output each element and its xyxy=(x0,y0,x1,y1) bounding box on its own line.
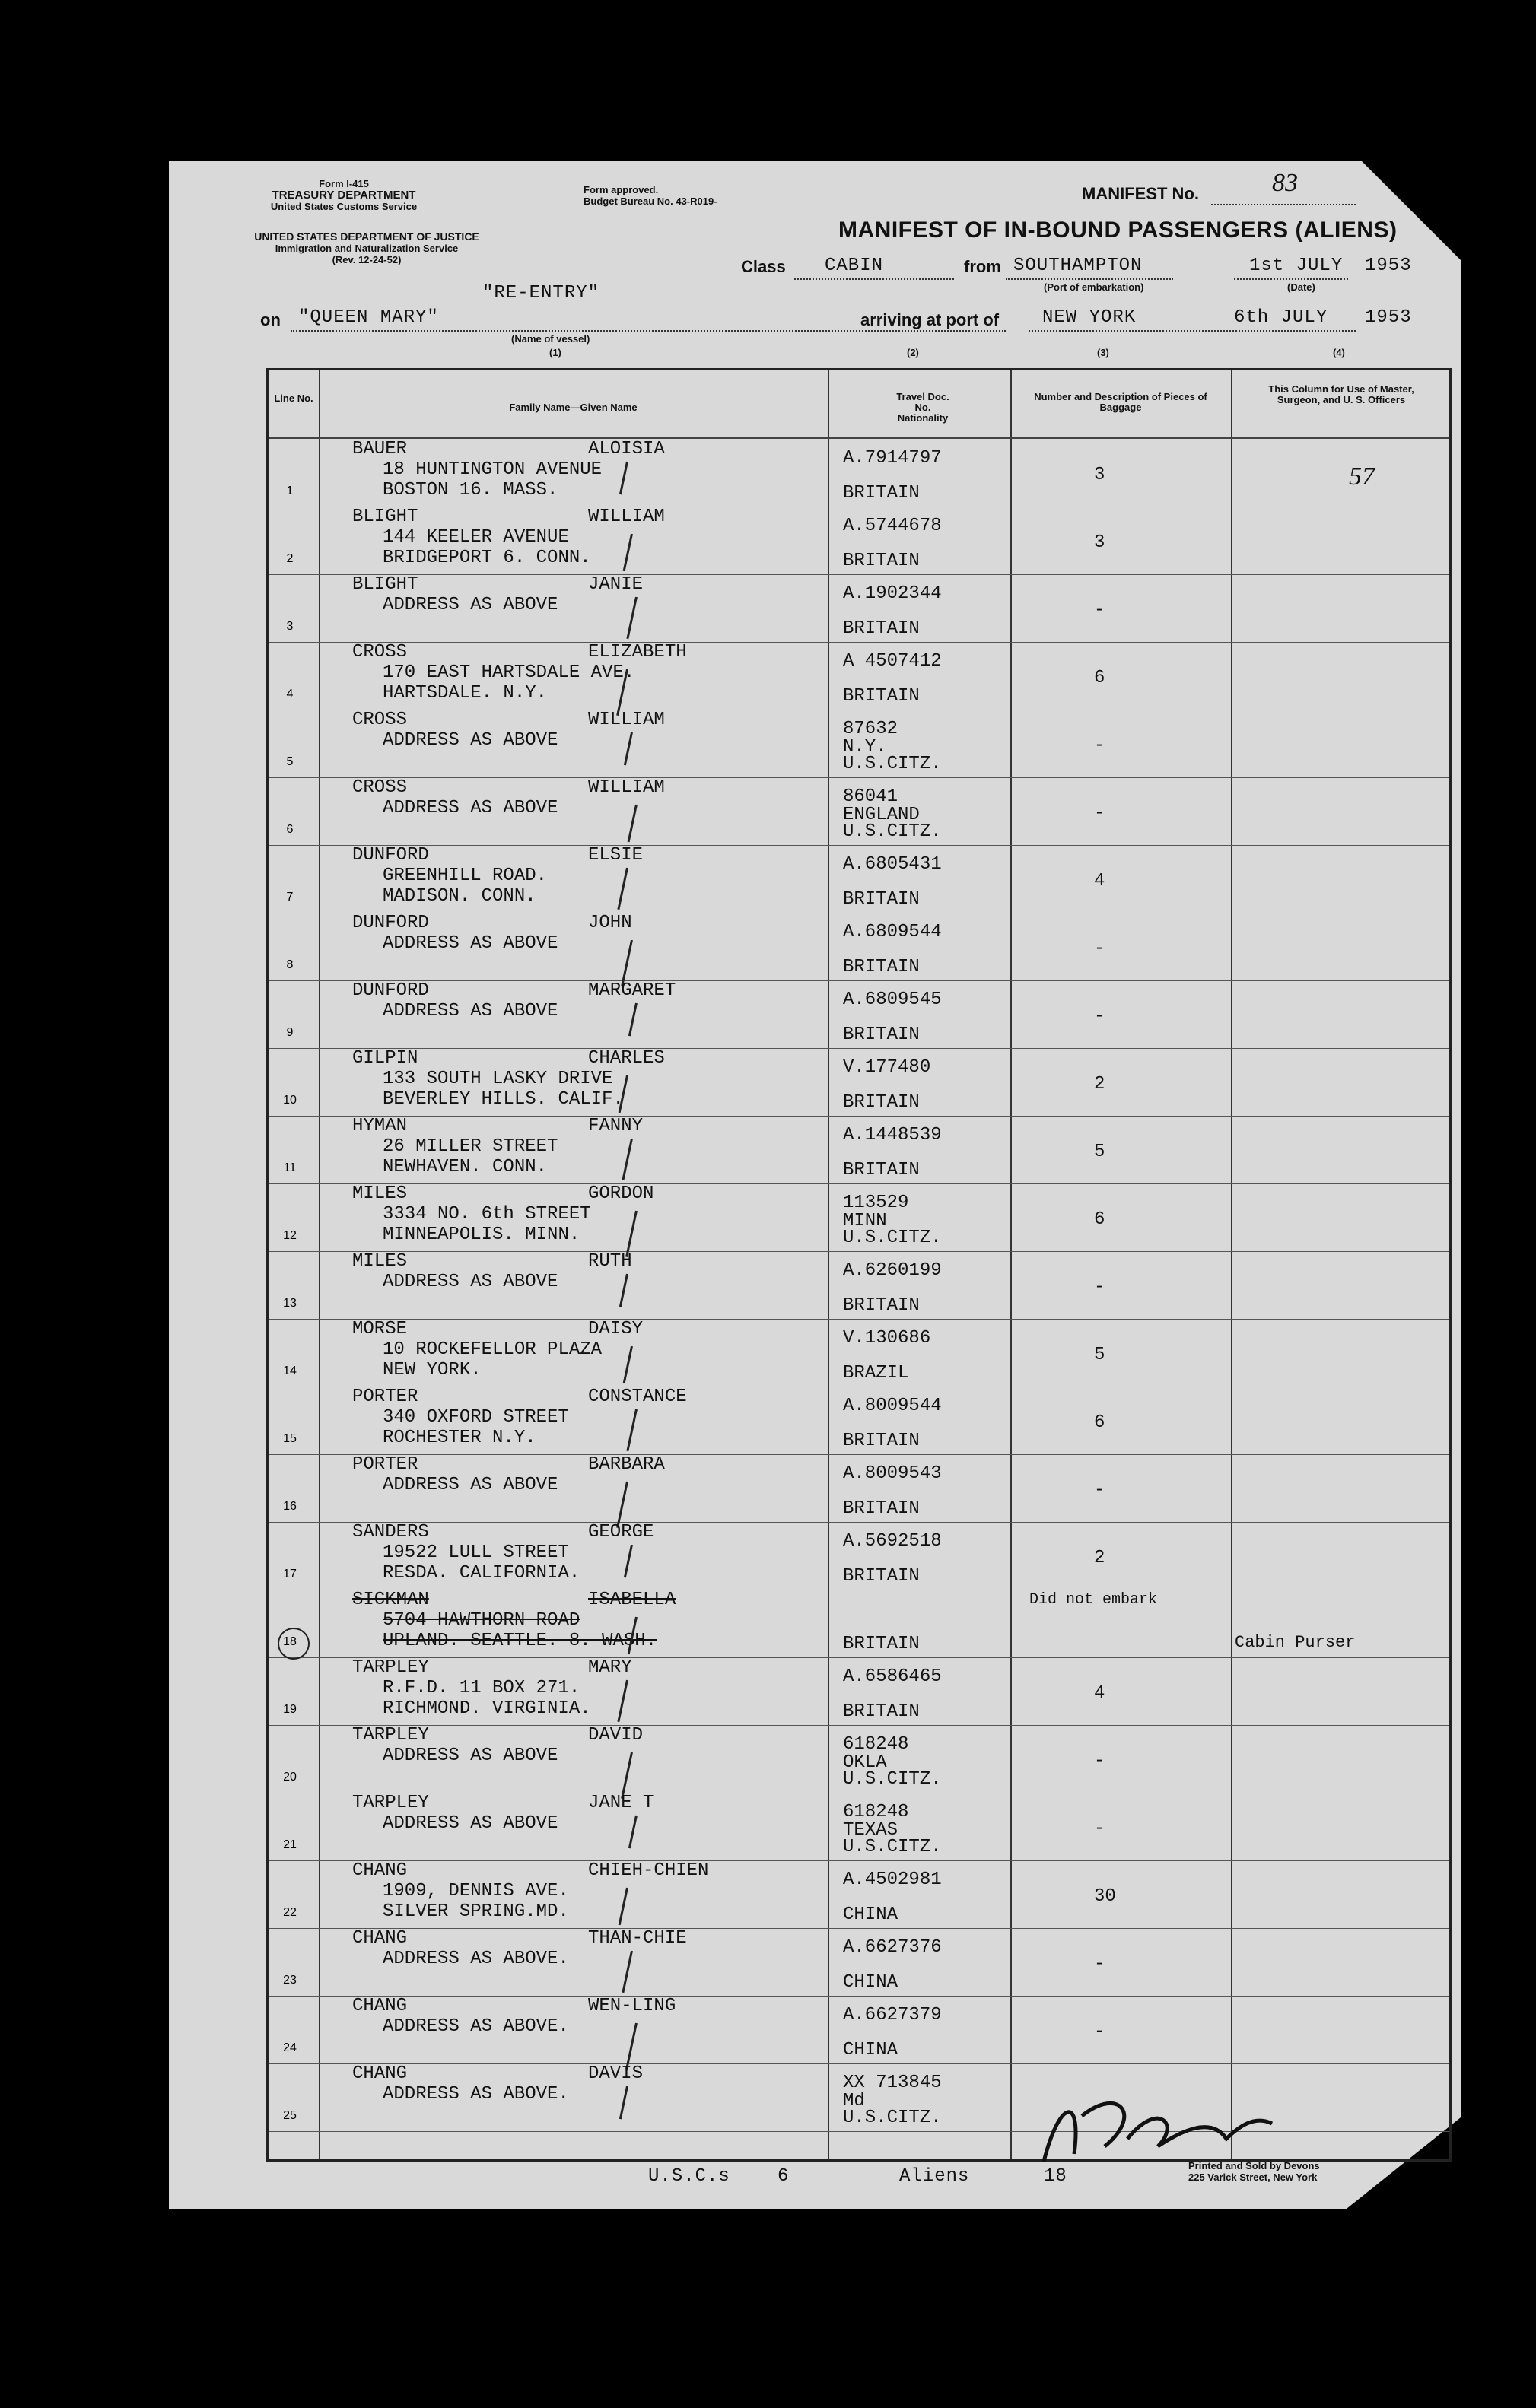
tally-mark xyxy=(626,1409,638,1451)
baggage-count: - xyxy=(1094,2022,1105,2042)
travel-doc-state: MINN xyxy=(843,1211,887,1231)
class-label: Class xyxy=(741,257,786,276)
line-number: 15 xyxy=(283,1432,297,1445)
tally-mark xyxy=(622,1139,633,1180)
nationality: BRITAIN xyxy=(843,1498,920,1519)
family-name: PORTER xyxy=(352,1387,418,1407)
tally-mark xyxy=(624,732,633,766)
given-name: GEORGE xyxy=(588,1522,654,1542)
address-line-1: 5704 HAWTHORN ROAD xyxy=(383,1610,580,1631)
travel-doc-number: A.5692518 xyxy=(843,1531,942,1552)
tally-mark xyxy=(622,1951,633,1993)
table-row xyxy=(269,1319,1449,1387)
address-line-2: NEWHAVEN. CONN. xyxy=(383,1157,548,1177)
baggage-count: - xyxy=(1094,939,1105,959)
address-line-2: UPLAND. SEATTLE. 8. WASH. xyxy=(383,1631,657,1651)
nationality: BRITAIN xyxy=(843,551,920,571)
travel-doc-number: A.6586465 xyxy=(843,1666,942,1687)
travel-doc-number: V.130686 xyxy=(843,1328,931,1349)
address-line-1: ADDRESS AS ABOVE xyxy=(383,798,558,818)
tally-mark xyxy=(616,1482,628,1528)
vessel-caption: (Name of vessel) xyxy=(511,333,590,345)
address-line-1: GREENHILL ROAD. xyxy=(383,866,548,886)
nationality: U.S.CITZ. xyxy=(843,754,942,774)
baggage-count: 3 xyxy=(1094,465,1105,485)
line-number: 4 xyxy=(286,688,294,700)
tally-mark xyxy=(619,1274,628,1307)
header-baggage: Number and Description of Pieces of Baggage xyxy=(1034,391,1207,413)
justice-block: UNITED STATES DEPARTMENT OF JUSTICE Immigration and Naturalization Service (Rev. 12-24-52) xyxy=(254,230,479,265)
address-line-1: 19522 LULL STREET xyxy=(383,1542,569,1563)
travel-doc-number: A.8009543 xyxy=(843,1463,942,1484)
address-line-2: RESDA. CALIFORNIA. xyxy=(383,1563,580,1584)
given-name: CHIEH-CHIEN xyxy=(588,1860,709,1881)
baggage-count: - xyxy=(1094,1819,1105,1839)
line-number: 5 xyxy=(286,755,294,768)
nationality: U.S.CITZ. xyxy=(843,2108,942,2128)
family-name: CROSS xyxy=(352,710,408,730)
address-line-1: ADDRESS AS ABOVE xyxy=(383,933,558,954)
port-of-embarkation: SOUTHAMPTON xyxy=(1013,256,1143,276)
col2-caption: (2) xyxy=(907,347,919,358)
vessel-name: "QUEEN MARY" xyxy=(298,307,439,328)
tally-mark xyxy=(623,534,633,572)
nationality: BRITAIN xyxy=(843,1025,920,1045)
address-line-1: 340 OXFORD STREET xyxy=(383,1407,569,1428)
travel-doc-number: A.6260199 xyxy=(843,1260,942,1281)
line-number: 8 xyxy=(286,958,294,971)
line-number: 24 xyxy=(283,2041,297,2054)
line-number: 25 xyxy=(283,2109,297,2122)
travel-doc-number: A.8009544 xyxy=(843,1396,942,1416)
address-line-1: 10 ROCKEFELLOR PLAZA xyxy=(383,1339,603,1360)
line-number: 23 xyxy=(283,1974,297,1987)
travel-doc-number: A.4502981 xyxy=(843,1870,942,1890)
given-name: WILLIAM xyxy=(588,777,665,798)
tally-mark xyxy=(623,1346,633,1384)
tally-mark xyxy=(628,1003,638,1037)
address-line-1: 3334 NO. 6th STREET xyxy=(383,1204,591,1225)
line-number: 13 xyxy=(283,1297,297,1310)
address-line-1: 144 KEELER AVENUE xyxy=(383,527,569,548)
col1-caption: (1) xyxy=(549,347,561,358)
given-name: ELSIE xyxy=(588,845,644,866)
baggage-count: 4 xyxy=(1094,871,1105,891)
aliens-label: Aliens xyxy=(899,2166,970,2187)
given-name: WILLIAM xyxy=(588,710,665,730)
tally-mark xyxy=(625,2023,638,2070)
baggage-count: 5 xyxy=(1094,1142,1105,1162)
date-line xyxy=(1234,278,1348,280)
baggage-count: 2 xyxy=(1094,1548,1105,1568)
manifest-number: 83 xyxy=(1272,169,1298,197)
baggage-count: 2 xyxy=(1094,1074,1105,1094)
nationality: BRITAIN xyxy=(843,618,920,639)
baggage-count: - xyxy=(1094,1277,1105,1298)
travel-doc-number: 618248 xyxy=(843,1802,909,1822)
given-name: MARY xyxy=(588,1657,632,1678)
travel-doc-number: 87632 xyxy=(843,719,898,739)
tally-mark xyxy=(617,1680,628,1722)
page-title: MANIFEST OF IN-BOUND PASSENGERS (ALIENS) xyxy=(838,218,1398,243)
nationality: BRITAIN xyxy=(843,1431,920,1451)
address-line-2: ROCHESTER N.Y. xyxy=(383,1428,536,1448)
nationality: BRITAIN xyxy=(843,1634,920,1654)
table-row xyxy=(269,1116,1449,1184)
table-row xyxy=(269,1251,1449,1320)
address-line-1: 26 MILLER STREET xyxy=(383,1136,558,1157)
address-line-2: MINNEAPOLIS. MINN. xyxy=(383,1225,580,1245)
nationality: BRITAIN xyxy=(843,1701,920,1722)
travel-doc-number: A.6805431 xyxy=(843,854,942,875)
table-row xyxy=(269,1657,1449,1726)
torn-corner xyxy=(1362,161,1461,260)
travel-doc-state: TEXAS xyxy=(843,1820,898,1841)
tally-mark xyxy=(619,462,628,495)
address-line-1: ADDRESS AS ABOVE xyxy=(383,595,558,615)
family-name: SICKMAN xyxy=(352,1590,429,1610)
given-name: RUTH xyxy=(588,1251,632,1272)
tally-mark xyxy=(628,805,638,843)
officer-note: 57 xyxy=(1349,462,1375,491)
given-name: JANIE xyxy=(588,574,644,595)
family-name: BAUER xyxy=(352,439,408,459)
given-name: ISABELLA xyxy=(588,1590,676,1610)
officer-signature xyxy=(1029,2070,1280,2184)
line-number: 18 xyxy=(283,1635,297,1648)
form-approval: Form approved. Budget Bureau No. 43-R019- xyxy=(584,184,717,207)
line-number: 17 xyxy=(283,1568,297,1580)
given-name: BARBARA xyxy=(588,1454,665,1475)
address-line-1: 1909, DENNIS AVE. xyxy=(383,1881,569,1901)
table-row xyxy=(269,1183,1449,1252)
address-line-1: ADDRESS AS ABOVE. xyxy=(383,1949,569,1969)
baggage-count: 6 xyxy=(1094,1209,1105,1230)
manifest-number-label: MANIFEST No. xyxy=(1082,184,1199,203)
nationality: U.S.CITZ. xyxy=(843,1228,942,1248)
passenger-table xyxy=(266,368,1452,2162)
tally-mark xyxy=(619,2086,628,2120)
printer-credit: Printed and Sold by Devons 225 Varick Street, New York xyxy=(1188,2160,1320,2183)
tally-mark xyxy=(619,1888,628,1926)
baggage-count: 30 xyxy=(1094,1886,1116,1907)
line-number: 12 xyxy=(283,1229,297,1242)
table-row xyxy=(269,1996,1449,2064)
family-name: SANDERS xyxy=(352,1522,429,1542)
baggage-count: - xyxy=(1094,735,1105,756)
travel-doc-number: A.7914797 xyxy=(843,448,942,469)
address-line-2: SILVER SPRING.MD. xyxy=(383,1901,569,1922)
family-name: CHANG xyxy=(352,1996,408,2016)
nationality: CHINA xyxy=(843,1904,898,1925)
table-row xyxy=(269,1522,1449,1590)
travel-doc-number: A.6809544 xyxy=(843,922,942,942)
line-number: 6 xyxy=(286,823,294,836)
family-name: DUNFORD xyxy=(352,980,429,1001)
given-name: MARGARET xyxy=(588,980,676,1001)
travel-doc-number: 618248 xyxy=(843,1734,909,1755)
table-row xyxy=(269,1048,1449,1117)
port-line xyxy=(1006,278,1173,280)
family-name: TARPLEY xyxy=(352,1725,429,1746)
address-line-1: ADDRESS AS ABOVE xyxy=(383,1001,558,1021)
family-name: MILES xyxy=(352,1183,408,1204)
family-name: DUNFORD xyxy=(352,845,429,866)
arrival-date: 6th JULY xyxy=(1234,307,1328,328)
table-row xyxy=(269,1793,1449,1861)
date-caption: (Date) xyxy=(1287,281,1315,293)
tally-mark xyxy=(625,1211,638,1257)
uscs-count: 6 xyxy=(778,2166,790,2187)
travel-doc-number: A 4507412 xyxy=(843,651,942,672)
circled-line-mark xyxy=(278,1628,310,1660)
baggage-count: - xyxy=(1094,1006,1105,1027)
manifest-page xyxy=(169,161,1461,2209)
family-name: BLIGHT xyxy=(352,574,418,595)
address-line-1: ADDRESS AS ABOVE. xyxy=(383,2016,569,2037)
line-number: 1 xyxy=(286,484,294,497)
address-line-2: MADISON. CONN. xyxy=(383,886,536,907)
baggage-count: 6 xyxy=(1094,668,1105,688)
table-row xyxy=(269,1725,1449,1793)
address-line-1: 133 SOUTH LASKY DRIVE xyxy=(383,1069,613,1089)
line-number: 22 xyxy=(283,1906,297,1919)
table-row xyxy=(269,1590,1449,1658)
family-name: CHANG xyxy=(352,1860,408,1881)
line-number: 20 xyxy=(283,1771,297,1784)
line-number: 16 xyxy=(283,1500,297,1513)
address-line-1: 18 HUNTINGTON AVENUE xyxy=(383,459,603,480)
given-name: ELIZABETH xyxy=(588,642,687,662)
family-name: CHANG xyxy=(352,2063,408,2084)
header-line-no: Line No. xyxy=(274,392,313,404)
travel-doc-number: V.177480 xyxy=(843,1057,931,1078)
arrival-year: 1953 xyxy=(1365,307,1412,328)
address-line-2: BRIDGEPORT 6. CONN. xyxy=(383,548,591,568)
address-line-1: ADDRESS AS ABOVE. xyxy=(383,2084,569,2105)
nationality: BRITAIN xyxy=(843,889,920,910)
given-name: DAVIS xyxy=(588,2063,644,2084)
nationality: CHINA xyxy=(843,1972,898,1993)
nationality: BRITAIN xyxy=(843,483,920,504)
given-name: GORDON xyxy=(588,1183,654,1204)
given-name: FANNY xyxy=(588,1116,644,1136)
given-name: JANE T xyxy=(588,1793,654,1813)
address-line-1: ADDRESS AS ABOVE xyxy=(383,1475,558,1495)
family-name: PORTER xyxy=(352,1454,418,1475)
address-line-1: ADDRESS AS ABOVE xyxy=(383,730,558,751)
baggage-count: 4 xyxy=(1094,1683,1105,1704)
port-caption: (Port of embarkation) xyxy=(1044,281,1144,293)
given-name: CONSTANCE xyxy=(588,1387,687,1407)
tally-mark xyxy=(624,1545,633,1578)
family-name: TARPLEY xyxy=(352,1793,429,1813)
uscs-label: U.S.C.s xyxy=(648,2166,730,2187)
given-name: ALOISIA xyxy=(588,439,665,459)
given-name: CHARLES xyxy=(588,1048,665,1069)
table-row xyxy=(269,642,1449,710)
table-row xyxy=(269,574,1449,643)
line-number: 11 xyxy=(283,1161,297,1174)
line-number: 9 xyxy=(286,1026,294,1039)
nationality: CHINA xyxy=(843,2040,898,2060)
address-line-1: R.F.D. 11 BOX 271. xyxy=(383,1678,580,1698)
tally-mark xyxy=(626,597,638,639)
baggage-count: 3 xyxy=(1094,532,1105,553)
travel-doc-state: Md xyxy=(843,2091,865,2111)
arrival-port: NEW YORK xyxy=(1042,307,1137,328)
table-row xyxy=(269,710,1449,778)
table-row xyxy=(269,439,1449,507)
address-line-1: ADDRESS AS ABOVE xyxy=(383,1813,558,1834)
col4-caption: (4) xyxy=(1333,347,1345,358)
table-row xyxy=(269,913,1449,981)
table-row xyxy=(269,1387,1449,1455)
tally-mark xyxy=(621,1752,633,1799)
address-line-2: RICHMOND. VIRGINIA. xyxy=(383,1698,591,1719)
line-number: 3 xyxy=(286,620,294,633)
travel-doc-number: A.1902344 xyxy=(843,583,942,604)
line-number: 10 xyxy=(283,1094,297,1107)
family-name: MILES xyxy=(352,1251,408,1272)
tally-mark xyxy=(617,868,628,910)
officer-note: Cabin Purser xyxy=(1235,1633,1356,1652)
family-name: BLIGHT xyxy=(352,507,418,527)
class-value: CABIN xyxy=(825,256,884,276)
line-number: 14 xyxy=(283,1364,297,1377)
nationality: U.S.CITZ. xyxy=(843,821,942,842)
vessel-line xyxy=(291,330,1006,332)
travel-doc-number: XX 713845 xyxy=(843,2073,942,2093)
line-number: 7 xyxy=(286,891,294,904)
travel-doc-state: N.Y. xyxy=(843,737,887,758)
travel-doc-number: A.6627376 xyxy=(843,1937,942,1958)
reentry-label: "RE-ENTRY" xyxy=(482,283,600,303)
baggage-count: - xyxy=(1094,803,1105,824)
arriving-label: arriving at port of xyxy=(857,310,1002,330)
travel-doc-number: 113529 xyxy=(843,1193,909,1213)
baggage-count: - xyxy=(1094,1480,1105,1501)
address-line-2: BEVERLEY HILLS. CALIF. xyxy=(383,1089,624,1110)
table-row xyxy=(269,777,1449,846)
line-number: 19 xyxy=(283,1703,297,1716)
embark-date: 1st JULY xyxy=(1249,256,1344,276)
baggage-count: - xyxy=(1094,600,1105,621)
address-line-2: BOSTON 16. MASS. xyxy=(383,480,558,500)
given-name: DAISY xyxy=(588,1319,644,1339)
nationality: BRITAIN xyxy=(843,1566,920,1587)
family-name: CROSS xyxy=(352,642,408,662)
manifest-number-line xyxy=(1211,204,1356,205)
family-name: TARPLEY xyxy=(352,1657,429,1678)
nationality: BRITAIN xyxy=(843,1160,920,1180)
nationality: U.S.CITZ. xyxy=(843,1769,942,1790)
address-line-1: ADDRESS AS ABOVE xyxy=(383,1746,558,1766)
nationality: BRITAIN xyxy=(843,1295,920,1316)
given-name: DAVID xyxy=(588,1725,644,1746)
travel-doc-number: A.1448539 xyxy=(843,1125,942,1145)
header-travel-doc: Travel Doc. No. Nationality xyxy=(896,391,949,424)
baggage-count: - xyxy=(1094,1954,1105,1974)
nationality: BRITAIN xyxy=(843,957,920,977)
address-line-2: NEW YORK. xyxy=(383,1360,482,1380)
travel-doc-number: A.6809545 xyxy=(843,990,942,1010)
from-label: from xyxy=(964,257,1001,276)
family-name: GILPIN xyxy=(352,1048,418,1069)
header-officers: This Column for Use of Master, Surgeon, and U. S. Officers xyxy=(1268,383,1414,405)
family-name: DUNFORD xyxy=(352,913,429,933)
table-row xyxy=(269,1928,1449,1997)
given-name: WILLIAM xyxy=(588,507,665,527)
nationality: BRITAIN xyxy=(843,686,920,707)
nationality: BRAZIL xyxy=(843,1363,909,1383)
address-line-2: HARTSDALE. N.Y. xyxy=(383,683,548,704)
form-number: Form I-415 TREASURY DEPARTMENT United States Customs Service xyxy=(270,178,418,212)
embark-year: 1953 xyxy=(1365,256,1412,276)
table-row xyxy=(269,1860,1449,1929)
given-name: THAN-CHIE xyxy=(588,1928,687,1949)
table-row xyxy=(269,507,1449,575)
header-name: Family Name—Given Name xyxy=(509,402,638,413)
given-name: WEN-LING xyxy=(588,1996,676,2016)
nationality: U.S.CITZ. xyxy=(843,1837,942,1857)
tally-mark xyxy=(621,940,633,986)
given-name: JOHN xyxy=(588,913,632,933)
line-number: 21 xyxy=(283,1838,297,1851)
table-row xyxy=(269,980,1449,1049)
arrival-line xyxy=(1029,330,1356,332)
table-row xyxy=(269,845,1449,913)
address-line-1: 170 EAST HARTSDALE AVE. xyxy=(383,662,635,683)
family-name: HYMAN xyxy=(352,1116,408,1136)
travel-doc-number: A.5744678 xyxy=(843,516,942,536)
line-number: 2 xyxy=(286,552,294,565)
family-name: CROSS xyxy=(352,777,408,798)
on-label: on xyxy=(260,310,281,329)
tally-mark xyxy=(628,1816,638,1849)
baggage-count: - xyxy=(1094,1751,1105,1771)
aliens-count: 18 xyxy=(1044,2166,1067,2187)
family-name: MORSE xyxy=(352,1319,408,1339)
col3-caption: (3) xyxy=(1097,347,1109,358)
address-line-1: ADDRESS AS ABOVE xyxy=(383,1272,558,1292)
baggage-count: 6 xyxy=(1094,1412,1105,1433)
travel-doc-state: ENGLAND xyxy=(843,805,920,825)
travel-doc-state: OKLA xyxy=(843,1752,887,1773)
nationality: BRITAIN xyxy=(843,1092,920,1113)
travel-doc-number: 86041 xyxy=(843,786,898,807)
baggage-count: Did not embark xyxy=(1029,1591,1158,1609)
baggage-count: 5 xyxy=(1094,1345,1105,1365)
class-line xyxy=(794,278,954,280)
table-row xyxy=(269,1454,1449,1523)
family-name: CHANG xyxy=(352,1928,408,1949)
travel-doc-number: A.6627379 xyxy=(843,2005,942,2025)
